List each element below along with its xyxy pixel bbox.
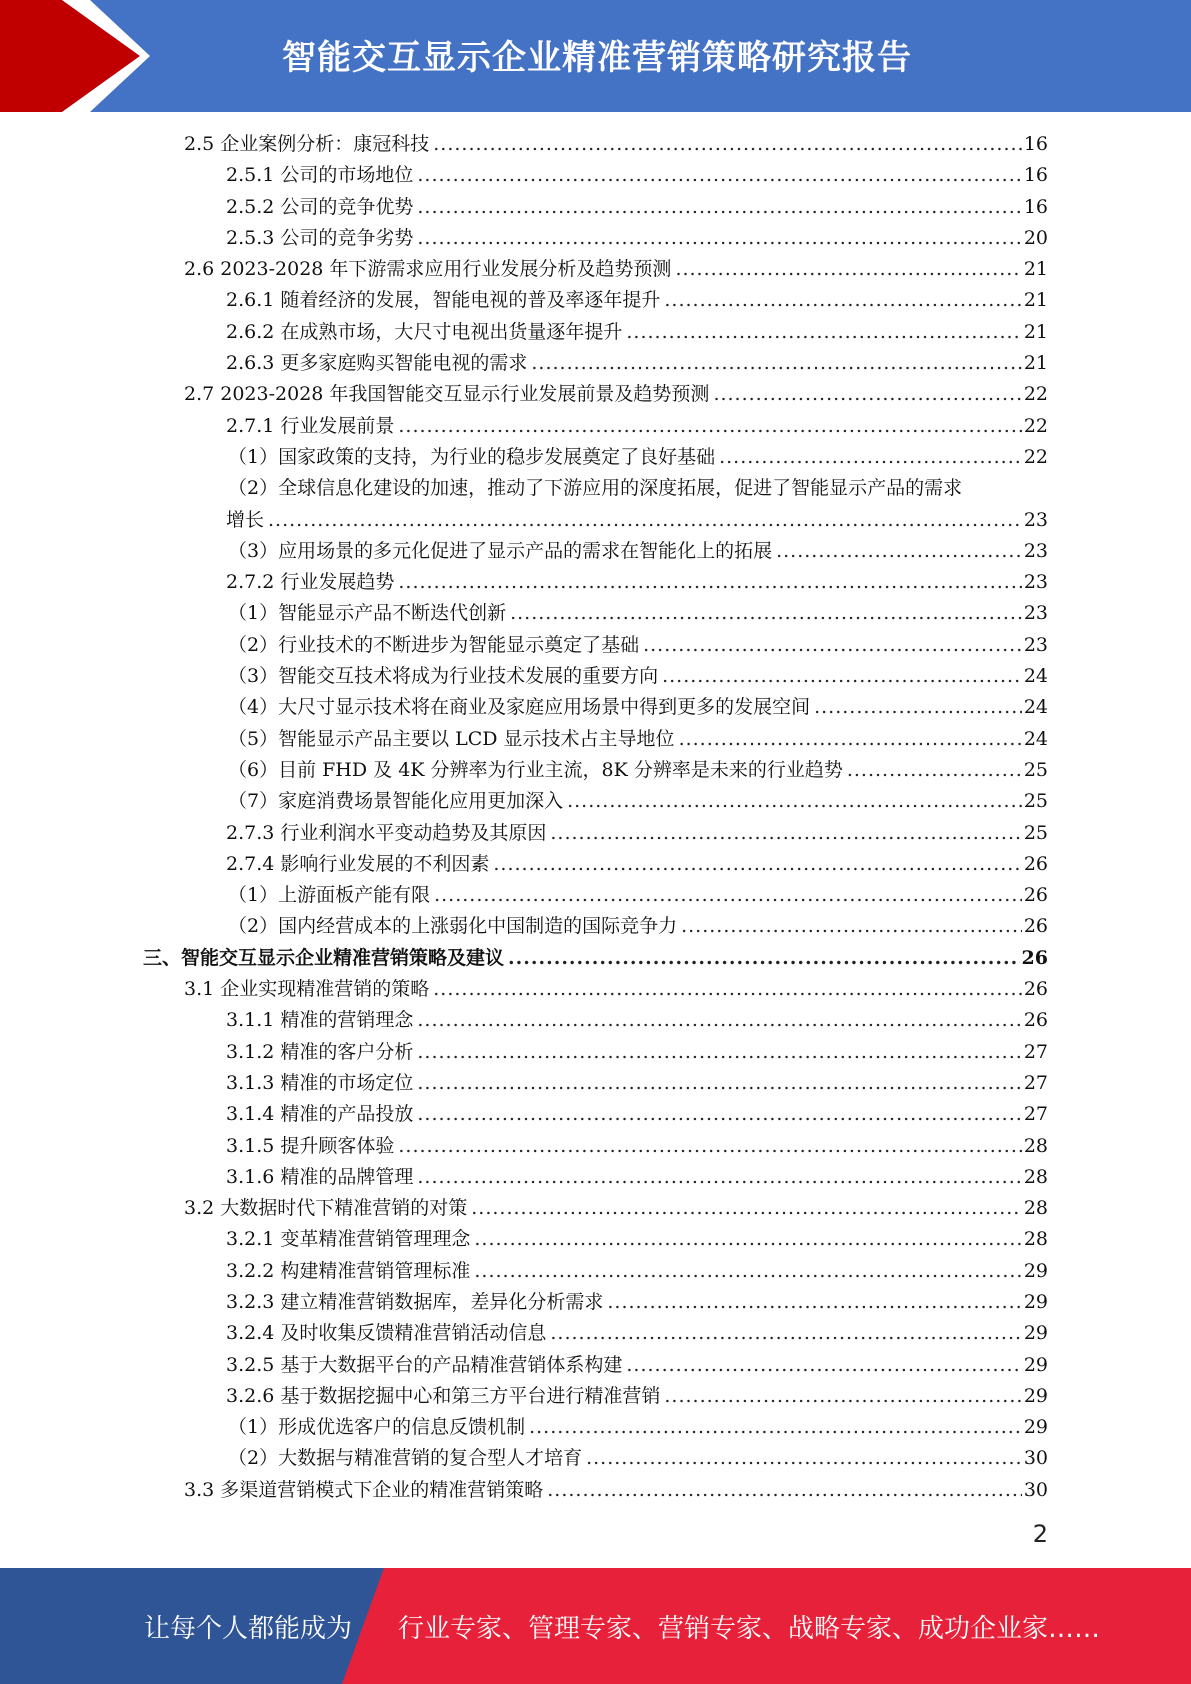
toc-entry[interactable] xyxy=(0,785,1191,816)
toc-entry-label: （7）家庭消费场景智能化应用更加深入 xyxy=(228,790,564,813)
toc-entry-label: 2.5 企业案例分析：康冠科技 xyxy=(184,133,430,155)
toc-entry-page: 25 xyxy=(1023,758,1048,781)
toc-entry[interactable] xyxy=(0,1223,1191,1254)
toc-leader-dots xyxy=(433,132,1022,156)
toc-leader-dots xyxy=(550,821,1021,845)
toc-entry[interactable] xyxy=(0,1098,1191,1129)
toc-leader-dots xyxy=(550,1321,1021,1345)
toc-entry-label: （4）大尺寸显示技术将在商业及家庭应用场景中得到更多的发展空间 xyxy=(228,696,811,719)
toc-entry-page: 26 xyxy=(1023,884,1048,907)
toc-entry-page: 30 xyxy=(1023,1447,1048,1470)
toc-entry[interactable] xyxy=(0,378,1191,409)
toc-entry-page: 28 xyxy=(1023,1228,1048,1251)
toc-leader-dots xyxy=(547,1478,1022,1502)
toc-entry-label: 2.6.2 在成熟市场，大尺寸电视出货量逐年提升 xyxy=(226,320,623,343)
toc-entry-label: （1）形成优选客户的信息反馈机制 xyxy=(228,1416,526,1439)
toc-entry-label: 2.7 2023-2028 年我国智能交互显示行业发展前景及趋势预测 xyxy=(184,383,710,406)
toc-entry-page: 21 xyxy=(1023,289,1048,312)
toc-leader-dots xyxy=(607,1290,1021,1314)
toc-entry-label: 2.5.1 公司的市场地位 xyxy=(226,164,414,187)
toc-leader-dots xyxy=(417,195,1021,219)
toc-leader-dots xyxy=(398,570,1021,594)
toc-entry[interactable] xyxy=(0,1192,1191,1223)
report-title: 智能交互显示企业精准营销策略研究报告 xyxy=(282,38,912,78)
toc-entry-page: 27 xyxy=(1023,1071,1048,1094)
page-number: 2 xyxy=(1032,1520,1048,1548)
toc-entry-page: 29 xyxy=(1023,1384,1048,1407)
toc-entry-page: 22 xyxy=(1023,383,1048,406)
toc-entry-label: 3.2.4 及时收集反馈精准营销活动信息 xyxy=(226,1322,547,1345)
toc-leader-dots xyxy=(847,758,1022,782)
toc-leader-dots xyxy=(586,1446,1022,1470)
toc-entry-label: 2.6.3 更多家庭购买智能电视的需求 xyxy=(226,352,528,375)
toc-entry[interactable] xyxy=(0,1067,1191,1098)
toc-entry-label: 2.5.3 公司的竞争劣势 xyxy=(226,226,414,249)
toc-entry[interactable] xyxy=(0,159,1191,190)
toc-entry-page: 22 xyxy=(1023,414,1048,437)
toc-entry-page: 26 xyxy=(1023,852,1048,875)
toc-entry[interactable] xyxy=(0,1411,1191,1442)
toc-leader-dots xyxy=(675,257,1021,281)
toc-entry-page: 23 xyxy=(1023,539,1048,562)
toc-entry-page: 26 xyxy=(1021,946,1048,969)
toc-entry-page: 27 xyxy=(1023,1103,1048,1126)
toc-entry-label: 3.2.3 建立精准营销数据库，差异化分析需求 xyxy=(226,1290,604,1313)
toc-leader-dots xyxy=(417,1165,1021,1189)
toc-leader-dots xyxy=(471,1196,1022,1220)
toc-entry[interactable] xyxy=(0,660,1191,691)
toc-entry-page: 25 xyxy=(1023,821,1048,844)
toc-entry-page: 23 xyxy=(1023,633,1048,656)
toc-entry-label: 2.7.3 行业利润水平变动趋势及其原因 xyxy=(226,821,547,844)
toc-entry-page: 28 xyxy=(1023,1134,1048,1157)
toc-entry-label: 3.2 大数据时代下精准营销的对策 xyxy=(184,1197,468,1220)
toc-entry-label: 3.2.1 变革精准营销管理理念 xyxy=(226,1228,471,1251)
toc-entry[interactable] xyxy=(0,1474,1191,1505)
toc-leader-dots xyxy=(417,1040,1021,1064)
toc-entry-label: （3）智能交互技术将成为行业技术发展的重要方向 xyxy=(228,665,659,688)
footer-slogan-left: 让每个人都能成为 xyxy=(144,1614,353,1644)
toc-leader-dots xyxy=(508,946,1020,970)
toc-entry[interactable] xyxy=(0,1442,1191,1473)
toc-entry-label: 3.1.1 精准的营销理念 xyxy=(226,1009,414,1032)
toc-leader-dots xyxy=(664,1384,1021,1408)
page-header xyxy=(0,0,1191,112)
toc-leader-dots xyxy=(398,414,1021,438)
toc-entry[interactable] xyxy=(0,316,1191,347)
toc-entry[interactable] xyxy=(0,347,1191,378)
toc-entry[interactable] xyxy=(0,879,1191,910)
toc-entry-page: 29 xyxy=(1023,1416,1048,1439)
toc-entry-page: 24 xyxy=(1023,727,1048,750)
toc-leader-dots xyxy=(474,1259,1021,1283)
toc-leader-dots xyxy=(493,852,1021,876)
toc-entry-page: 28 xyxy=(1023,1165,1048,1188)
toc-entry-label: 增长 xyxy=(226,508,265,531)
toc-entry-label: （1）智能显示产品不断迭代创新 xyxy=(228,602,507,625)
toc-entry-label: （2）大数据与精准营销的复合型人才培育 xyxy=(228,1447,583,1470)
toc-entry-page: 29 xyxy=(1023,1259,1048,1282)
toc-entry[interactable] xyxy=(0,723,1191,754)
toc-entry-label: 3.3 多渠道营销模式下企业的精准营销策略 xyxy=(184,1478,544,1501)
toc-entry-label: 3.1.4 精准的产品投放 xyxy=(226,1103,414,1126)
toc-entry[interactable] xyxy=(0,128,1191,159)
toc-entry[interactable] xyxy=(0,1004,1191,1035)
footer-slogan-right: 行业专家、管理专家、营销专家、战略专家、成功企业家…… xyxy=(398,1614,1101,1644)
toc-entry[interactable] xyxy=(0,566,1191,597)
toc-entry-label: 三、智能交互显示企业精准营销策略及建议 xyxy=(143,946,505,969)
toc-entry-page: 23 xyxy=(1023,602,1048,625)
toc-entry[interactable] xyxy=(0,504,1191,535)
toc-leader-dots xyxy=(567,789,1022,813)
toc-entry-label: 3.2.5 基于大数据平台的产品精准营销体系构建 xyxy=(226,1353,623,1376)
toc-entry[interactable] xyxy=(0,1380,1191,1411)
toc-leader-dots xyxy=(433,977,1022,1001)
toc-entry-page: 26 xyxy=(1023,978,1048,1001)
toc-leader-dots xyxy=(626,320,1021,344)
toc-entry[interactable] xyxy=(0,535,1191,566)
toc-entry-page: 16 xyxy=(1023,195,1048,218)
toc-leader-dots xyxy=(529,1415,1022,1439)
toc-leader-dots xyxy=(417,226,1021,250)
toc-leader-dots xyxy=(626,1353,1021,1377)
toc-entry-page: 23 xyxy=(1023,571,1048,594)
toc-entry-label: 2.7.2 行业发展趋势 xyxy=(226,571,395,594)
header-chevron-icon xyxy=(0,0,160,112)
toc-entry[interactable] xyxy=(0,441,1191,472)
toc-leader-dots xyxy=(417,1071,1021,1095)
toc-entry-label: 3.1.2 精准的客户分析 xyxy=(226,1040,414,1063)
toc-entry-label: （2）行业技术的不断进步为智能显示奠定了基础 xyxy=(228,633,640,656)
toc-entry[interactable] xyxy=(0,910,1191,941)
toc-entry[interactable] xyxy=(0,629,1191,660)
toc-entry-label: 3.1.5 提升顾客体验 xyxy=(226,1134,395,1157)
toc-entry-page: 30 xyxy=(1023,1478,1048,1501)
toc-entry-page: 29 xyxy=(1023,1290,1048,1313)
toc-entry-label: 3.1.3 精准的市场定位 xyxy=(226,1071,414,1094)
toc-leader-dots xyxy=(531,351,1021,375)
toc-entry[interactable] xyxy=(0,817,1191,848)
toc-leader-dots xyxy=(719,445,1022,469)
toc-entry-page: 16 xyxy=(1023,133,1048,155)
toc-entry[interactable] xyxy=(0,1317,1191,1348)
toc-entry-label: （1）上游面板产能有限 xyxy=(228,884,431,907)
toc-entry-label: （2）全球信息化建设的加速，推动了下游应用的深度拓展，促进了智能显示产品的需求 xyxy=(228,477,963,500)
toc-leader-dots xyxy=(776,539,1022,563)
toc-entry-page: 20 xyxy=(1023,226,1048,249)
toc-entry-page: 29 xyxy=(1023,1353,1048,1376)
toc-entry-page: 27 xyxy=(1023,1040,1048,1063)
toc-entry-label: 2.6 2023-2028 年下游需求应用行业发展分析及趋势预测 xyxy=(184,258,672,281)
toc-entry-label: （1）国家政策的支持，为行业的稳步发展奠定了良好基础 xyxy=(228,445,716,468)
toc-entry-label: （2）国内经营成本的上涨弱化中国制造的国际竞争力 xyxy=(228,915,678,938)
toc-entry[interactable] xyxy=(0,284,1191,315)
toc-entry-label: 3.2.6 基于数据挖掘中心和第三方平台进行精准营销 xyxy=(226,1384,661,1407)
toc-entry-label: 3.1 企业实现精准营销的策略 xyxy=(184,978,430,1001)
toc-entry-page: 29 xyxy=(1023,1322,1048,1345)
toc-entry[interactable] xyxy=(0,410,1191,441)
toc-leader-dots xyxy=(510,601,1022,625)
toc-entry-page: 16 xyxy=(1023,164,1048,187)
toc-leader-dots xyxy=(474,1227,1021,1251)
toc-leader-dots xyxy=(398,1134,1021,1158)
toc-entry-label: （3）应用场景的多元化促进了显示产品的需求在智能化上的拓展 xyxy=(228,539,773,562)
toc-entry[interactable] xyxy=(0,691,1191,722)
toc-entry[interactable] xyxy=(0,222,1191,253)
toc-entry[interactable] xyxy=(0,1286,1191,1317)
toc-entry[interactable] xyxy=(0,754,1191,785)
page-footer xyxy=(0,1568,1191,1684)
toc-entry[interactable] xyxy=(0,253,1191,284)
toc-entry-label: 2.7.4 影响行业发展的不利因素 xyxy=(226,852,490,875)
toc-leader-dots xyxy=(679,727,1022,751)
toc-leader-dots xyxy=(814,695,1022,719)
toc-entry-page: 21 xyxy=(1023,320,1048,343)
toc-entry-page: 26 xyxy=(1023,915,1048,938)
toc-entry-label: （5）智能显示产品主要以 LCD 显示技术占主导地位 xyxy=(228,727,675,750)
toc-entry-label: 3.2.2 构建精准营销管理标准 xyxy=(226,1259,471,1282)
toc-leader-dots xyxy=(417,163,1021,187)
toc-entry-label: 3.1.6 精准的品牌管理 xyxy=(226,1165,414,1188)
toc-entry[interactable] xyxy=(0,472,1191,503)
toc-leader-dots xyxy=(417,1008,1021,1032)
toc-entry[interactable] xyxy=(0,597,1191,628)
toc-entry-label: （6）目前 FHD 及 4K 分辨率为行业主流，8K 分辨率是未来的行业趋势 xyxy=(228,758,843,781)
toc-leader-dots xyxy=(268,508,1022,532)
toc-leader-dots xyxy=(434,883,1022,907)
toc-entry-page: 22 xyxy=(1023,445,1048,468)
toc-leader-dots xyxy=(662,664,1022,688)
table-of-contents xyxy=(0,128,1191,1505)
toc-leader-dots xyxy=(681,914,1022,938)
toc-entry-page: 25 xyxy=(1023,790,1048,813)
toc-entry-label: 2.7.1 行业发展前景 xyxy=(226,414,395,437)
toc-leader-dots xyxy=(664,288,1021,312)
toc-entry-page: 24 xyxy=(1023,665,1048,688)
toc-leader-dots xyxy=(417,1102,1021,1126)
toc-entry[interactable] xyxy=(0,942,1191,973)
toc-entry[interactable] xyxy=(0,1349,1191,1380)
toc-entry-label: 2.6.1 随着经济的发展，智能电视的普及率逐年提升 xyxy=(226,289,661,312)
toc-entry-page: 28 xyxy=(1023,1197,1048,1220)
toc-entry[interactable] xyxy=(0,1130,1191,1161)
toc-entry[interactable] xyxy=(0,848,1191,879)
toc-entry[interactable] xyxy=(0,1255,1191,1286)
toc-entry-page: 21 xyxy=(1023,352,1048,375)
toc-entry-page: 24 xyxy=(1023,696,1048,719)
toc-entry-page: 26 xyxy=(1023,1009,1048,1032)
toc-entry-page: 23 xyxy=(1023,508,1048,531)
toc-entry[interactable] xyxy=(0,1161,1191,1192)
toc-leader-dots xyxy=(713,382,1021,406)
toc-leader-dots xyxy=(643,633,1022,657)
toc-entry-label: 2.5.2 公司的竞争优势 xyxy=(226,195,414,218)
toc-entry[interactable] xyxy=(0,191,1191,222)
toc-entry[interactable] xyxy=(0,973,1191,1004)
toc-entry-page: 21 xyxy=(1023,258,1048,281)
toc-entry[interactable] xyxy=(0,1036,1191,1067)
